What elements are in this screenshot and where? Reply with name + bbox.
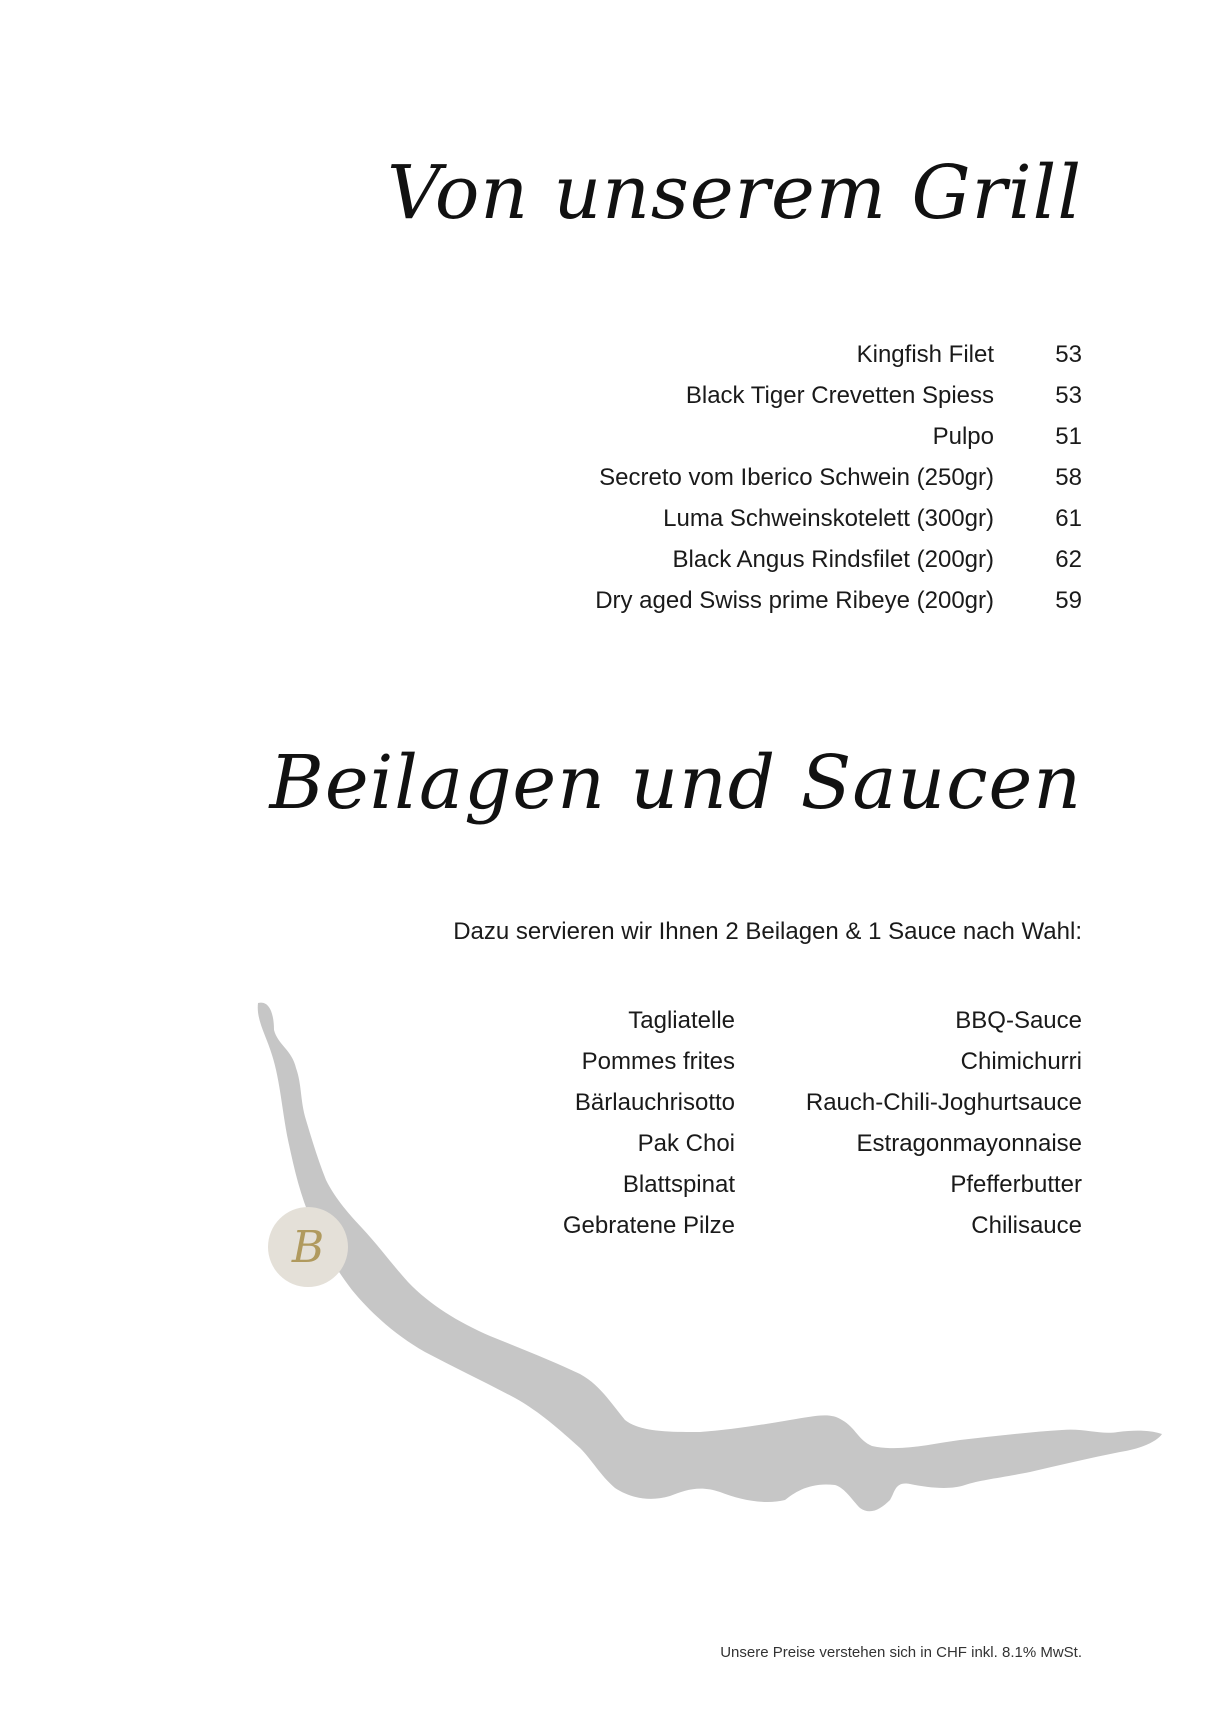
- sauce-item: Pfefferbutter: [950, 1171, 1082, 1198]
- beilage-item: Pak Choi: [637, 1130, 735, 1157]
- sides-intro-text: Dazu servieren wir Ihnen 2 Beilagen & 1 Sauce nach Wahl:: [453, 918, 1082, 945]
- price-footnote: Unsere Preise verstehen sich in CHF inkl. 8.1% MwSt.: [720, 1644, 1082, 1661]
- menu-item-row: [442, 335, 1082, 375]
- menu-item-row: [442, 417, 1082, 457]
- menu-item-name: Secreto vom Iberico Schwein (250gr): [599, 464, 994, 491]
- menu-item-name: Black Tiger Crevetten Spiess: [685, 382, 994, 409]
- saucen-list: [806, 1000, 1082, 1246]
- logo-letter: B: [291, 1221, 325, 1273]
- menu-item-row: [442, 499, 1082, 539]
- section-title-beilagen: Beilagen und Saucen: [269, 740, 1082, 826]
- menu-item-name: Black Angus Rindsfilet (200gr): [672, 546, 994, 573]
- menu-item-price: 51: [1055, 423, 1082, 450]
- menu-item-row: [442, 581, 1082, 621]
- menu-item-price: 59: [1055, 587, 1082, 614]
- beilagen-list: [563, 1000, 735, 1246]
- section-title-grill: Von unserem Grill: [387, 150, 1082, 236]
- menu-item-name: Dry aged Swiss prime Ribeye (200gr): [595, 587, 994, 614]
- menu-item-name: Pulpo: [932, 423, 994, 450]
- menu-item-row: [442, 458, 1082, 498]
- beilage-item: Pommes frites: [581, 1048, 735, 1075]
- sauce-item: Chilisauce: [971, 1212, 1082, 1239]
- menu-item-row: [442, 540, 1082, 580]
- menu-item-price: 58: [1055, 464, 1082, 491]
- beilage-item: Gebratene Pilze: [562, 1212, 735, 1239]
- sauce-item: Estragonmayonnaise: [856, 1130, 1082, 1157]
- menu-item-price: 53: [1055, 382, 1082, 409]
- menu-item-price: 61: [1055, 505, 1082, 532]
- menu-item-row: [442, 376, 1082, 416]
- menu-item-name: Luma Schweinskotelett (300gr): [663, 505, 994, 532]
- sauce-item: BBQ-Sauce: [955, 1007, 1082, 1034]
- restaurant-logo-badge: [268, 1207, 348, 1287]
- sauce-item: Chimichurri: [960, 1048, 1082, 1075]
- beilage-item: Bärlauchrisotto: [574, 1089, 735, 1116]
- menu-item-price: 62: [1055, 546, 1082, 573]
- beilage-item: Blattspinat: [622, 1171, 735, 1198]
- sauce-item: Rauch-Chili-Joghurtsauce: [805, 1089, 1082, 1116]
- menu-item-name: Kingfish Filet: [856, 341, 994, 368]
- beilage-item: Tagliatelle: [628, 1007, 735, 1034]
- menu-item-price: 53: [1055, 341, 1082, 368]
